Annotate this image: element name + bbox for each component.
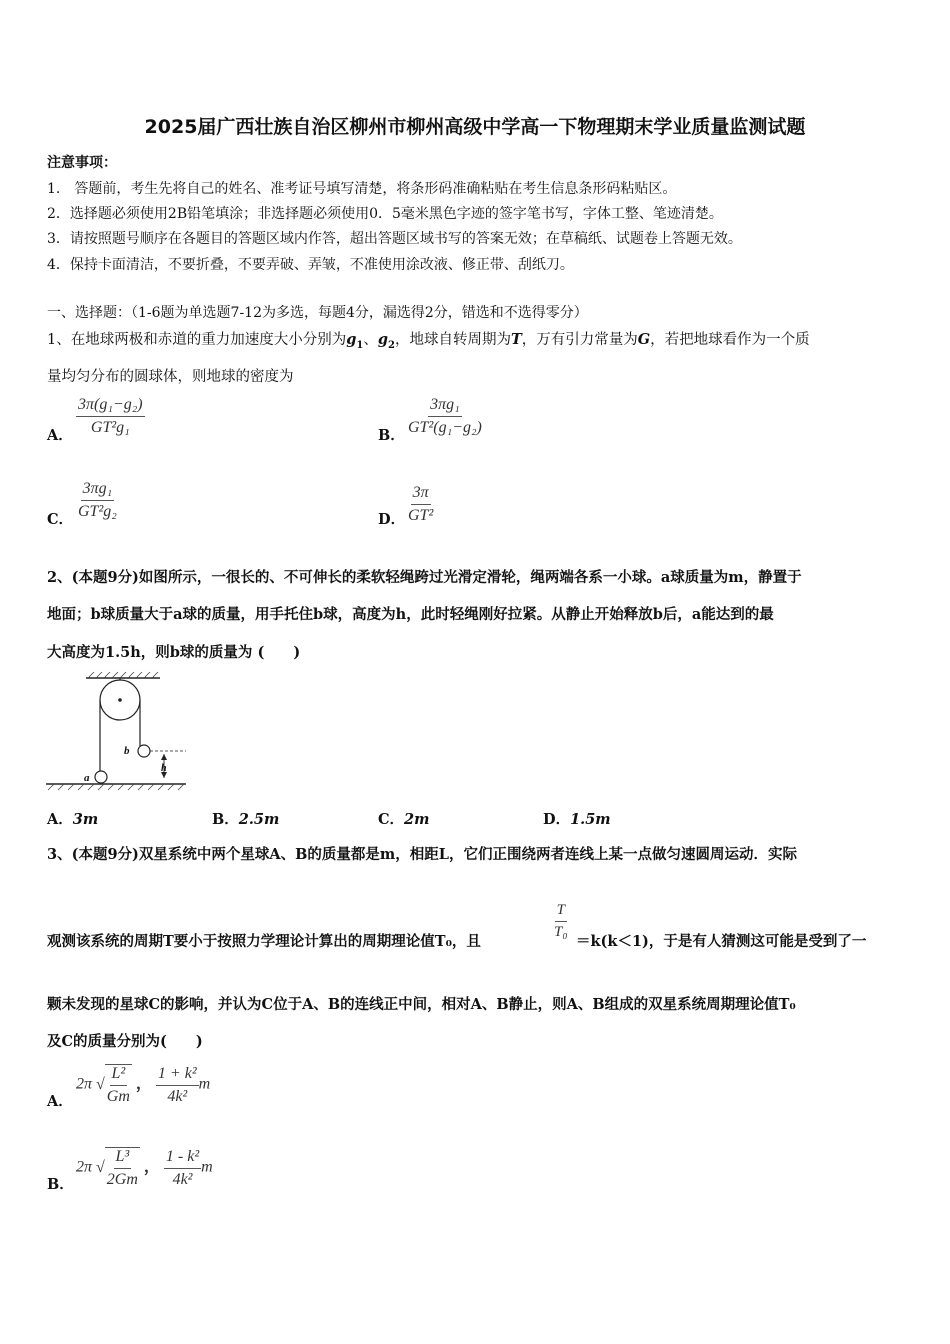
q1-line2: 量均匀分布的圆球体，则地球的密度为 [47,369,294,385]
q2-line3: 大高度为1.5h，则b球的质量为 ( ) [47,644,301,661]
q3-option-b-label: B． [47,1176,74,1193]
q3-option-a-formula: 2π √ $\frac{\text{L²}}{Gm}$ ， $\frac{\text{1 + k²}}{\text{4k²}}$ m [76,1064,211,1105]
q1-option-c-label: C． [47,511,74,528]
notice-heading: 注意事项： [47,155,117,171]
q2-line2: 地面；b球质量大于a球的质量，用手托住b球，高度为h，此时轻绳刚好拉紧。从静止开始释放b后，a能达到的最 [47,606,774,623]
section-heading: 一、选择题：（1-6题为单选题7-12为多选，每题4分，漏选得2分，错选和不选得零分） [47,305,588,321]
q2-option-a: A．3m [47,811,99,828]
notice-item-3: 3．请按照题号顺序在各题目的答题区域内作答，超出答题区域书写的答案无效；在草稿纸、试题卷上答题无效。 [47,231,742,247]
q3-option-a-label: A． [47,1093,73,1110]
q2-option-c: C．2m [378,811,430,828]
notice-item-2: 2．选择题必须使用2B铅笔填涂；非选择题必须使用0．5毫米黑色字迹的签字笔书写，字体工整、笔迹清楚。 [47,206,723,222]
q3-line3: 颗未发现的星球C的影响，并认为C位于A、B的连线正中间，相对A、B静止，则A、B组成的双星系统周期理论值T₀ [47,996,796,1013]
q2-option-b: B．2.5m [212,811,280,828]
q3-line1: 3、(本题9分)双星系统中两个星球A、B的质量都是m，相距L，它们正围绕两者连线上某一点做匀速圆周运动．实际 [47,846,797,863]
fig-label-h: h [161,763,167,774]
q3-line2-b: ＝k(k＜1)，于是有人猜测这可能是受到了一 [576,933,867,950]
q1-option-d-label: D． [378,511,406,528]
page-title: 2025届广西壮族自治区柳州市柳州高级中学高一下物理期末学业质量监测试题 [144,116,806,138]
q3-option-b-formula: 2π √ $\frac{\text{L³}}{2Gm}$ ， $\frac{\text{1 - k²}}{\text{4k²}}$ m [76,1147,213,1188]
q2-option-d: D．1.5m [543,811,611,828]
notice-item-4: 4．保持卡面清洁，不要折叠，不要弄破、弄皱，不准使用涂改液、修正带、刮纸刀。 [47,257,574,273]
q1-option-b-formula: $\frac{\text{3πg₁}}{\text{GT²(g₁−g₂)}}$ [408,396,482,436]
pulley-figure [44,670,194,794]
q3-line4: 及C的质量分别为( ) [47,1033,203,1050]
q1-option-a-label: A． [47,427,73,444]
q1-option-d-formula: $\frac{3\pi}{\text{GT²}}$ [408,484,434,524]
q3-ratio: $\frac{T}{\text{T₀}}$ [554,902,568,940]
fig-label-a: a [84,772,90,784]
q1-option-a-formula: $\frac{\text{3π(g₁−g₂)}}{\text{GT²g₁}}$ [78,396,143,436]
fig-label-b: b [124,745,130,757]
q3-line2-a: 观测该系统的周期T要小于按照力学理论计算出的周期理论值T₀，且 [47,933,481,950]
q1-line1: 1、在地球两极和赤道的重力加速度大小分别为$g_1$、$g_2$，地球自转周期为T，万有引力常量为G，若把地球看作为一个质 [47,331,810,351]
q1-option-b-label: B． [378,427,405,444]
q2-line1: 2、(本题9分)如图所示，一很长的、不可伸长的柔软轻绳跨过光滑定滑轮，绳两端各系一小球。a球质量为m，静置于 [47,569,802,586]
notice-item-1: 1. 答题前，考生先将自己的姓名、准考证号填写清楚，将条形码准确粘贴在考生信息条形码粘贴区。 [47,181,677,197]
q1-option-c-formula: $\frac{\text{3πg₁}}{\text{GT²g₂}}$ [78,480,117,520]
